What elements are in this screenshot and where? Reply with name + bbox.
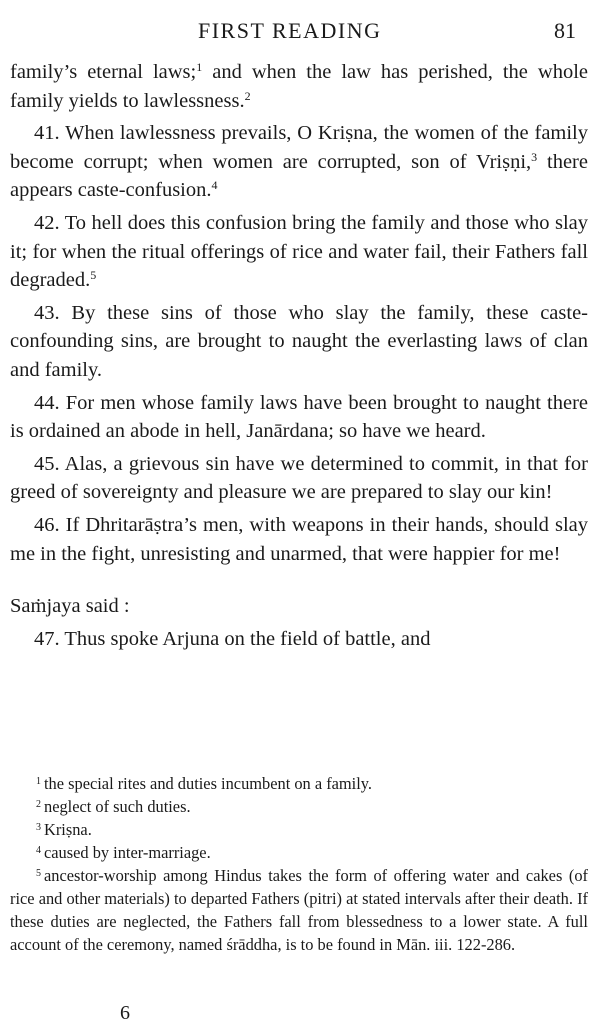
- verse-42: [10, 209, 588, 295]
- footnote-mark: 1: [36, 776, 41, 787]
- footnote-ref-1: 1: [196, 60, 203, 74]
- paragraph-text-2: and when the law has perished, the whole family yields to lawlessness.: [10, 61, 588, 112]
- footnote-ref-2: 2: [244, 88, 251, 103]
- footnote-text: the special rites and duties incumbent on a family.: [44, 774, 373, 793]
- verse-45: 45. Alas, a grievous sin have we determined to commit, in that for greed of sovereignty and pleasure we are prepared to slay our kin!: [10, 452, 588, 504]
- footnote-3: [10, 818, 588, 841]
- verse-41: [10, 119, 588, 205]
- verse-46: 46. If Dhritarāṣtra’s men, with weapons in their hands, should slay me in the fight, unresisting and unarmed, that were happier for me!: [10, 513, 588, 565]
- footnote-mark: 4: [36, 845, 41, 856]
- verse-42-text: 42. To hell does this confusion bring the family and those who slay it; for when the ritual offerings of rice and water fail, their Fathers fall degraded.: [10, 211, 588, 292]
- running-header: [0, 18, 600, 48]
- footnote-mark: 2: [36, 799, 41, 810]
- footnote-ref-3: 3: [531, 149, 538, 164]
- footnote-text: Kriṣna.: [44, 820, 92, 839]
- footnotes: [10, 772, 588, 956]
- footnote-text: caused by inter-marriage.: [44, 843, 211, 862]
- speaker-heading: Saṁjaya said :: [10, 595, 130, 618]
- continued-paragraph: [10, 58, 588, 115]
- signature-mark: 6: [120, 1002, 130, 1024]
- footnote-text: ancestor-worship among Hindus takes the form of offering water and cakes (of rice and other materials) to departed Fathers (pitri) at stated intervals after their death. If these duties are neglected, the Fathers fall from blessedness to a lower state. A full account of the ceremony, named śrāddha, is to be found in Mān. iii. 122-286.: [10, 866, 588, 954]
- footnote-mark: 3: [36, 822, 41, 833]
- page-number: 81: [554, 18, 576, 43]
- header-title: FIRST READING: [198, 18, 382, 43]
- verse-43: 43. By these sins of those who slay the family, these caste-confounding sins, are brought to naught the everlasting laws of clan and family.: [10, 301, 588, 381]
- footnote-2: [10, 795, 588, 818]
- footnote-1: [10, 772, 588, 795]
- footnote-text: neglect of such duties.: [44, 797, 191, 816]
- footnote-5: [10, 864, 588, 956]
- footnote-ref-5: 5: [90, 268, 97, 283]
- verse-44: 44. For men whose family laws have been brought to naught there is ordained an abode in hell, Janārdana; so have we heard.: [10, 391, 588, 443]
- verse-47: 47. Thus spoke Arjuna on the field of battle, and: [34, 627, 431, 650]
- footnote-ref-4: 4: [211, 178, 218, 193]
- paragraph-text: family’s eternal laws;: [10, 61, 197, 83]
- main-text: [10, 58, 588, 657]
- footnote-mark: 5: [36, 868, 41, 879]
- footnote-4: [10, 841, 588, 864]
- verse-41-text-2: there appears caste-confusion.: [10, 150, 588, 202]
- verse-41-text: 41. When lawlessness prevails, O Kriṣna, the women of the family become corrupt; when women are corrupted, son of Vriṣṇi,: [10, 122, 588, 173]
